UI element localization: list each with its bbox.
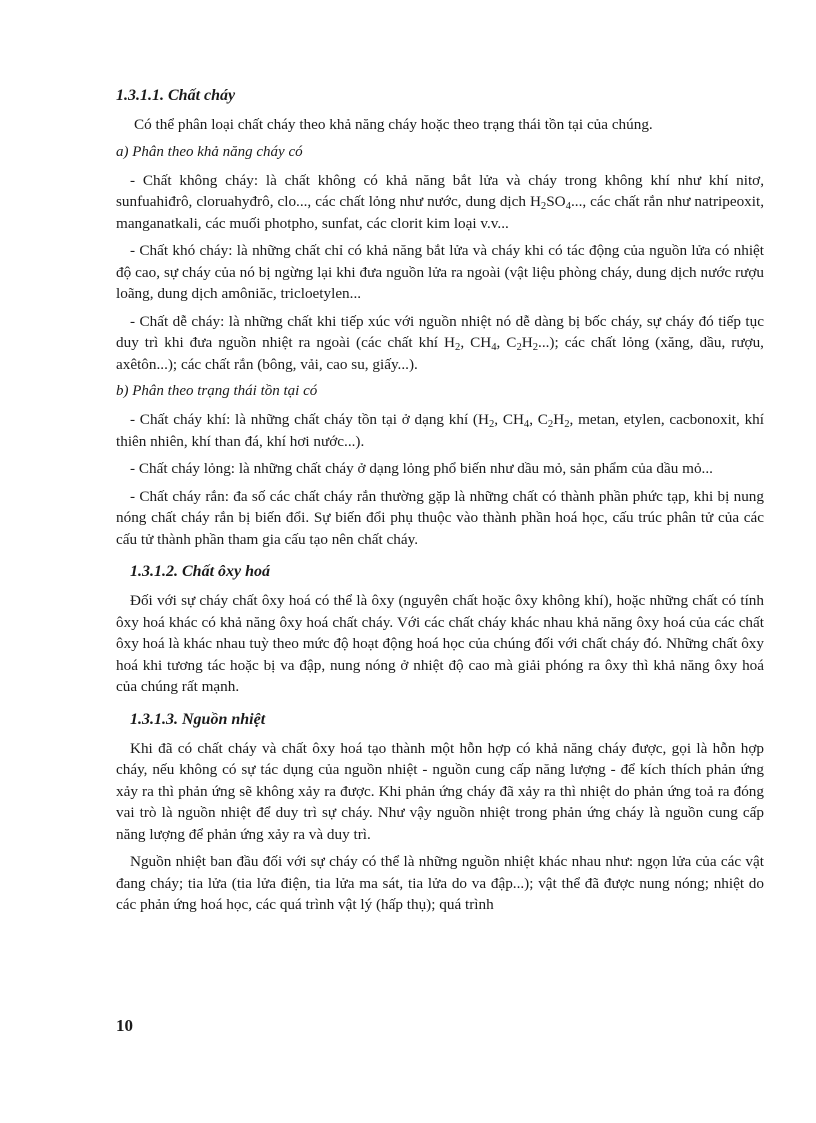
paragraph-chat-chay-ran: - Chất cháy rắn: đa số các chất cháy rắn thường gặp là những chất có thành phần phức tạp, khi bị nung nóng chất cháy rắn bị biến đổi. Sự biến đổi phụ thuộc vào thành phần hoá học, cấu trúc phân tử của các cấu tử thành phần tham gia cấu tạo nên chất cháy. <box>116 487 764 548</box>
subheading-b: b) Phân theo trạng thái tồn tại có <box>116 383 318 399</box>
subheading-a: a) Phân theo khả năng cháy có <box>116 143 303 160</box>
paragraph-chat-kho-chay: - Chất khó cháy: là những chất chỉ có khả năng bắt lửa và cháy khi có tác động của nguồn lửa có nhiệt độ cao, sự cháy của nó bị ngừng lại khi đưa nguồn lửa ra ngoài (vật liệu phòng cháy, dung dịch nước rượu loãng, dung dịch amôniăc, tricloetylen... <box>116 242 764 302</box>
paragraph-chat-oxy-hoa: Đối với sự cháy chất ôxy hoá có thể là ôxy (nguyên chất hoặc ôxy không khí), hoặc những chất có tính ôxy hoá khác có khả năng ôxy hoá chất cháy. Với các chất cháy khác nhau khả năng ôxy hoá của các chất ôxy hoá là khác nhau tuỳ theo mức độ hoạt động hoá học của chúng đối với chất cháy đó. Những chất ôxy hoá khi tương tác hoặc bị va đập, nung nóng ở nhiệt độ cao mà giải phóng ra ôxy thì khả năng ôxy hoá của chúng rất mạnh. <box>116 592 764 695</box>
paragraph-chat-khong-chay: - Chất không cháy: là chất không có khả năng bắt lửa và cháy trong không khí như khí nitơ, sunfuahiđrô, cloruahyđrô, clo..., các chất lỏng như nước, dung dịch $H_2SO_4$..., các chất rắn như natripeoxit, manganatkali, các muối photpho, sunfat, các clorit kim loại v.v... <box>116 171 764 232</box>
heading-chat-oxy-hoa: 1.3.1.2. Chất ôxy hoá <box>130 563 271 580</box>
heading-chat-chay: 1.3.1.1. Chất cháy <box>116 87 236 104</box>
paragraph-nguon-nhiet-1: Khi đã có chất cháy và chất ôxy hoá tạo thành một hỗn hợp có khả năng cháy được, gọi là hỗn hợp cháy, nếu không có sự tác dụng của nguồn nhiệt - nguồn cung cấp năng lượng - để kích thích phản ứng xảy ra thì phản ứng sẽ không xảy ra được. Khi phản ứng cháy đã xảy ra thì nhiệt do phản ứng toả ra đóng vai trò là nguồn nhiệt để duy trì sự cháy. Như vậy nguồn nhiệt trong phản ứng cháy là nguồn cung cấp năng lượng để phản ứng xảy ra và duy trì. <box>116 739 764 843</box>
paragraph-chat-chay-long: - Chất cháy lỏng: là những chất cháy ở dạng lỏng phổ biến như dầu mỏ, sản phẩm của dầu mỏ... <box>130 460 713 477</box>
heading-nguon-nhiet: 1.3.1.3. Nguồn nhiệt <box>130 710 266 728</box>
paragraph-intro: Có thể phân loại chất cháy theo khả năng cháy hoặc theo trạng thái tồn tại của chúng. <box>134 116 653 133</box>
paragraph-chat-chay-khi: - Chất cháy khí: là những chất cháy tồn tại ở dạng khí ($H_2$, $CH_4$, $C_2H_2$, metan, etylen, cacbonoxit, khí thiên nhiên, khí than đá, khí hơi nước...). <box>116 411 764 450</box>
paragraph-nguon-nhiet-2: Nguồn nhiệt ban đầu đối với sự cháy có thể là những nguồn nhiệt khác nhau như: ngọn lửa của các vật đang cháy; tia lửa (tia lửa điện, tia lửa ma sát, tia lửa do va đập...); vật thể đã được nung nóng; nhiệt do các phản ứng hoá học, các quá trình vật lý (hấp thụ); quá trình <box>116 853 764 913</box>
page-number: 10 <box>116 1016 133 1035</box>
paragraph-chat-de-chay: - Chất dễ cháy: là những chất khi tiếp xúc với nguồn nhiệt nó dễ dàng bị bốc cháy, sự cháy đó tiếp tục duy trì khi đưa nguồn nhiệt ra ngoài (các chất khí $H_2$, $CH_4$, $C_2H_2$...); các chất lỏng (xăng, dầu, rượu, axêtôn...); các chất rắn (bông, vải, cao su, giấy...). <box>116 312 764 373</box>
page-content <box>116 86 764 922</box>
